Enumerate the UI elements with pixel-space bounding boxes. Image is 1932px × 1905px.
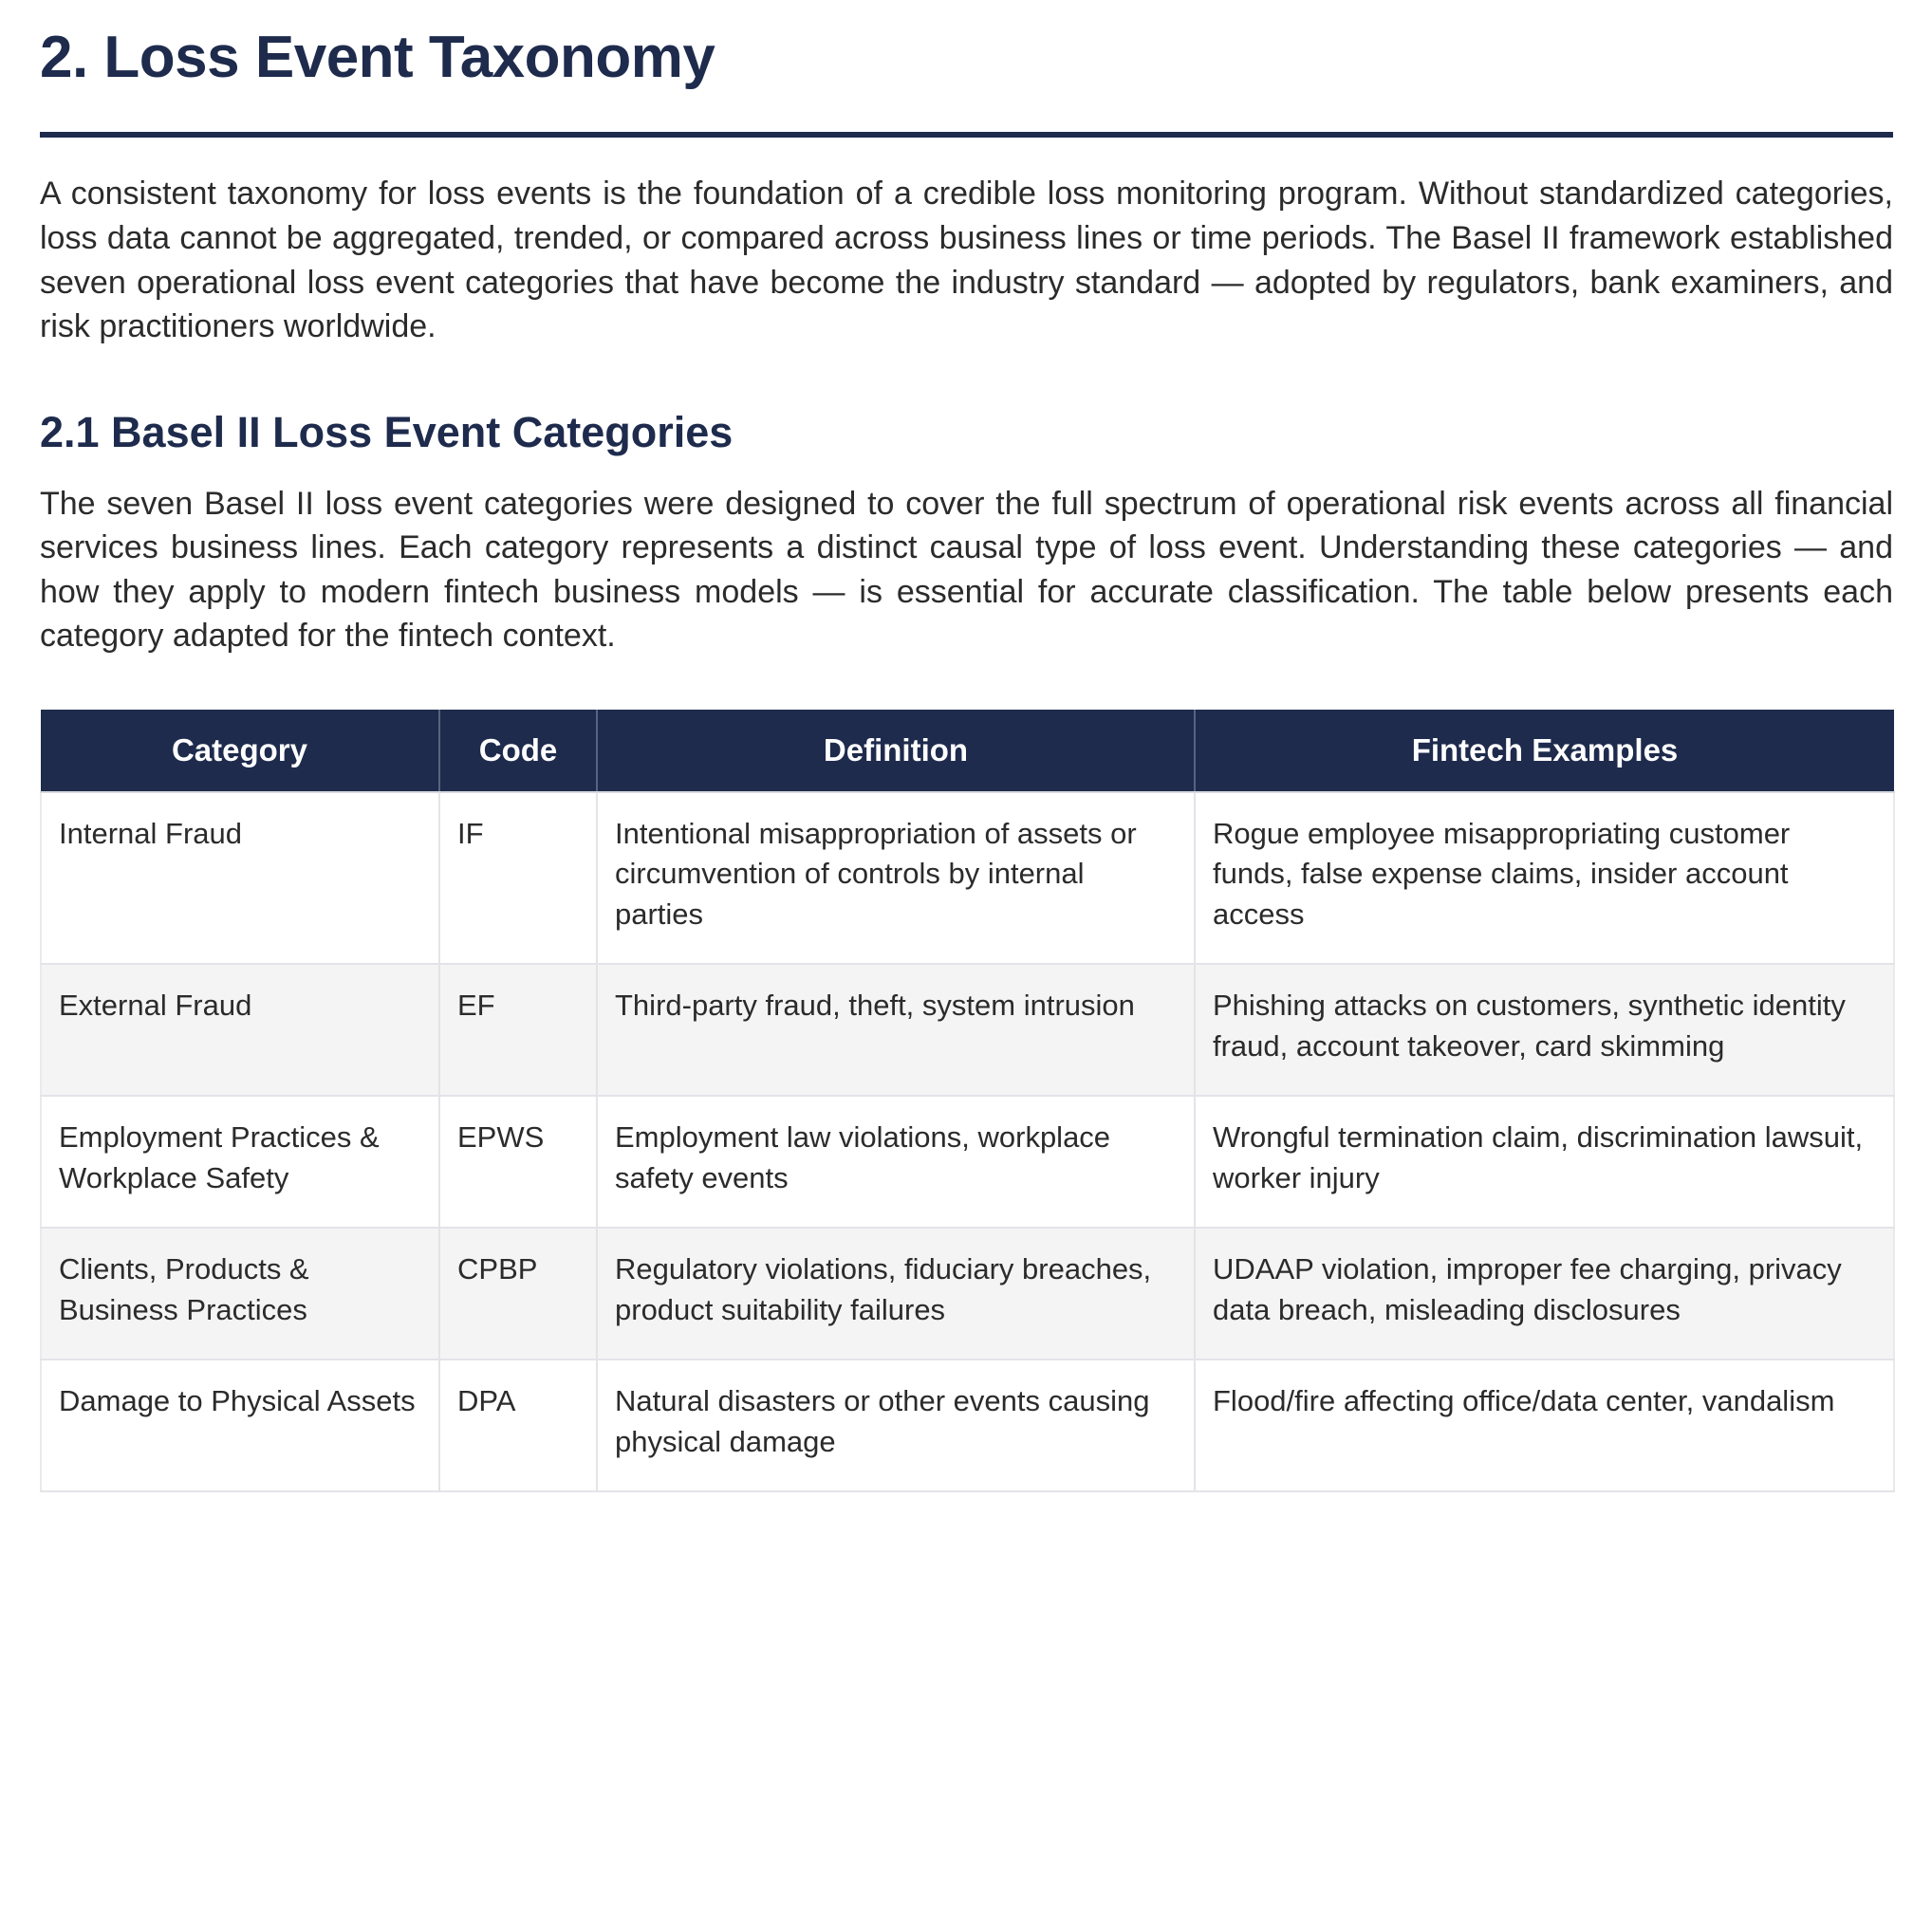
intro-paragraph: A consistent taxonomy for loss events is the foundation of a credible loss monitoring program. Without standardized categories, loss data cannot be aggregated, trended, or compared across business lines or time periods. The Basel II framework established seven operational loss event categories that have become the industry standard — adopted by regulators, bank examiners, and risk practitioners worldwide.	[40, 176, 1893, 345]
cell-examples: Wrongful termination claim, discrimination lawsuit, worker injury	[1195, 1096, 1894, 1228]
table-header	[41, 710, 1894, 792]
column-header-category[interactable]: Category	[41, 710, 439, 792]
cell-definition: Natural disasters or other events causing physical damage	[597, 1359, 1195, 1491]
table-row	[41, 964, 1894, 1096]
column-header-definition[interactable]: Definition	[597, 710, 1195, 792]
cell-examples: Phishing attacks on customers, synthetic identity fraud, account takeover, card skimming	[1195, 964, 1894, 1096]
cell-category: Employment Practices & Workplace Safety	[41, 1096, 439, 1228]
table-row	[41, 1359, 1894, 1491]
cell-code: EF	[439, 964, 597, 1096]
page-bottom-fade-overlay	[0, 1592, 1932, 1905]
cell-definition: Intentional misappropriation of assets or circumvention of controls by internal parties	[597, 792, 1195, 964]
table-row	[41, 792, 1894, 964]
cell-code: IF	[439, 792, 597, 964]
section-2-1-paragraph: The seven Basel II loss event categories were designed to cover the full spectrum of operational risk events across all financial services business lines. Each category represents a distinct causal type of loss event. Understanding these categories — and how they apply to modern fintech business models — is essential for accurate classification. The table below presents each category adapted for the fintech context.	[40, 485, 1893, 655]
loss-event-table-wrapper	[40, 710, 1893, 1492]
cell-code: EPWS	[439, 1096, 597, 1228]
table-row	[41, 1228, 1894, 1359]
cell-category: Internal Fraud	[41, 792, 439, 964]
cell-category: Damage to Physical Assets	[41, 1359, 439, 1491]
title-underline-rule	[40, 132, 1893, 138]
loss-event-category-table	[40, 710, 1895, 1492]
column-header-examples[interactable]: Fintech Examples	[1195, 710, 1894, 792]
table-row	[41, 1096, 1894, 1228]
cell-definition: Employment law violations, workplace safety events	[597, 1096, 1195, 1228]
table-header-row	[41, 710, 1894, 792]
section-heading-2-1: 2.1 Basel II Loss Event Categories	[40, 407, 734, 456]
cell-definition: Regulatory violations, fiduciary breaches, product suitability failures	[597, 1228, 1195, 1359]
table-body	[41, 792, 1894, 1491]
cell-examples: UDAAP violation, improper fee charging, privacy data breach, misleading disclosures	[1195, 1228, 1894, 1359]
column-header-code[interactable]: Code	[439, 710, 597, 792]
page-title: 2. Loss Event Taxonomy	[40, 25, 715, 90]
cell-category: External Fraud	[41, 964, 439, 1096]
cell-code: DPA	[439, 1359, 597, 1491]
cell-definition: Third-party fraud, theft, system intrusion	[597, 964, 1195, 1096]
cell-examples: Rogue employee misappropriating customer funds, false expense claims, insider account access	[1195, 792, 1894, 964]
cell-code: CPBP	[439, 1228, 597, 1359]
cell-examples: Flood/fire affecting office/data center, vandalism	[1195, 1359, 1894, 1491]
cell-category: Clients, Products & Business Practices	[41, 1228, 439, 1359]
